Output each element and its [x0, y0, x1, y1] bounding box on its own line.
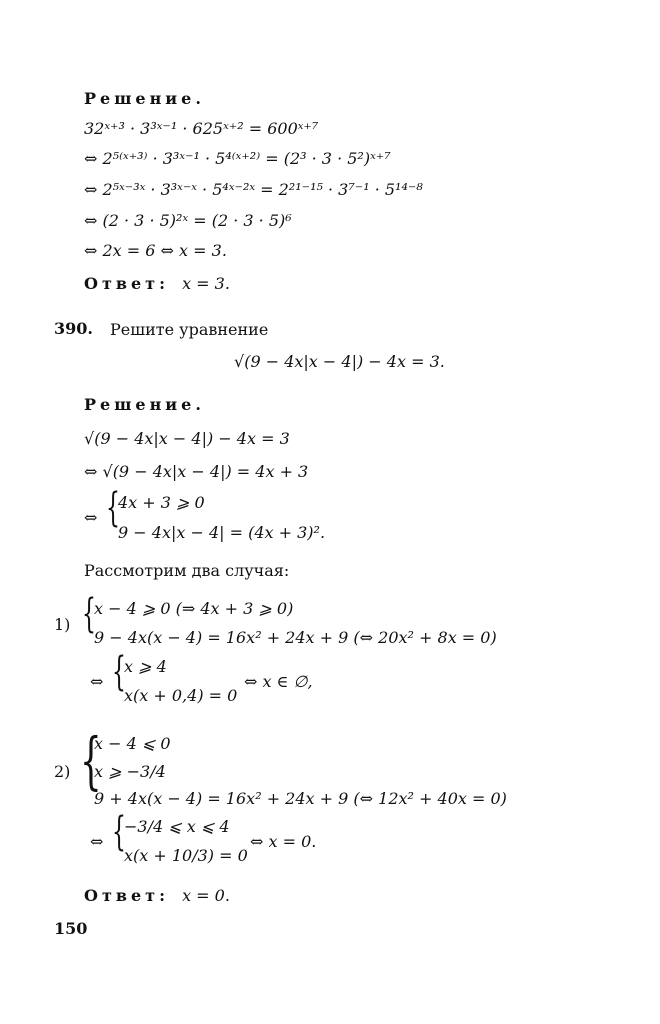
page-number: 150: [54, 919, 88, 938]
system-line: −3/4 ⩽ x ⩽ 4: [124, 817, 230, 836]
system-line: x(x + 0,4) = 0: [124, 686, 238, 705]
equation-line: ⇔ 2⁵ˣ⁻³ˣ · 3³ˣ⁻ˣ · 5⁴ˣ⁻²ˣ = 2²¹⁻¹⁵ · 3⁷⁻¹ · 5¹⁴⁻⁸: [84, 180, 423, 199]
problem-number: 390.: [54, 319, 93, 338]
answer-line: [84, 276, 230, 292]
equation-line: 32ˣ⁺³ · 3³ˣ⁻¹ · 625ˣ⁺² = 600ˣ⁺⁷: [84, 119, 319, 138]
system-brace: {: [112, 649, 126, 695]
case-result: ⇔ x = 0.: [250, 832, 317, 851]
answer-label: Ответ:: [84, 274, 169, 293]
cases-intro: Рассмотрим два случая:: [84, 561, 290, 580]
equation-line: ⇔ √(9 − 4x|x − 4|) = 4x + 3: [84, 462, 309, 481]
system-line: x ⩾ 4: [124, 657, 167, 676]
system-brace: {: [112, 809, 126, 855]
solution-label: Решение.: [84, 89, 205, 108]
equivalence-arrow: ⇔: [90, 832, 104, 851]
system-line: x − 4 ⩽ 0: [94, 734, 171, 753]
problem-task: Решите уравнение: [110, 320, 269, 339]
case-result: ⇔ x ∈ ∅,: [244, 672, 313, 691]
system-line: x − 4 ⩾ 0 (⇒ 4x + 3 ⩾ 0): [94, 599, 294, 618]
system-brace: {: [80, 724, 102, 797]
system-line: 4x + 3 ⩾ 0: [118, 493, 205, 512]
equation-line: √(9 − 4x|x − 4|) − 4x = 3: [84, 429, 290, 448]
system-line: 9 + 4x(x − 4) = 16x² + 24x + 9 (⇔ 12x² + 40x = 0): [94, 789, 507, 808]
equation-line: ⇔ (2 · 3 · 5)²ˣ = (2 · 3 · 5)⁶: [84, 211, 292, 230]
case-number: 1): [54, 615, 71, 634]
case-number: 2): [54, 762, 71, 781]
system-brace: {: [106, 485, 120, 531]
equation-line: ⇔ 2⁵⁽ˣ⁺³⁾ · 3³ˣ⁻¹ · 5⁴⁽ˣ⁺²⁾ = (2³ · 3 · 5²)ˣ⁺⁷: [84, 149, 391, 168]
system-line: 9 − 4x|x − 4| = (4x + 3)².: [118, 523, 326, 542]
system-line: 9 − 4x(x − 4) = 16x² + 24x + 9 (⇔ 20x² + 8x = 0): [94, 628, 497, 647]
problem-equation: √(9 − 4x|x − 4|) − 4x = 3.: [234, 352, 445, 371]
equivalence-arrow: ⇔: [90, 672, 104, 691]
system-line: x ⩾ −3/4: [94, 762, 166, 781]
system-brace: {: [82, 591, 96, 637]
system-line: x(x + 10/3) = 0: [124, 846, 248, 865]
answer-value: x = 3.: [182, 274, 230, 293]
answer-label: Ответ:: [84, 886, 169, 905]
solution-label: Решение.: [84, 395, 205, 414]
answer-line: [84, 888, 230, 904]
answer-value: x = 0.: [182, 886, 230, 905]
equivalence-arrow: ⇔: [84, 508, 98, 527]
equation-line: ⇔ 2x = 6 ⇔ x = 3.: [84, 241, 227, 260]
